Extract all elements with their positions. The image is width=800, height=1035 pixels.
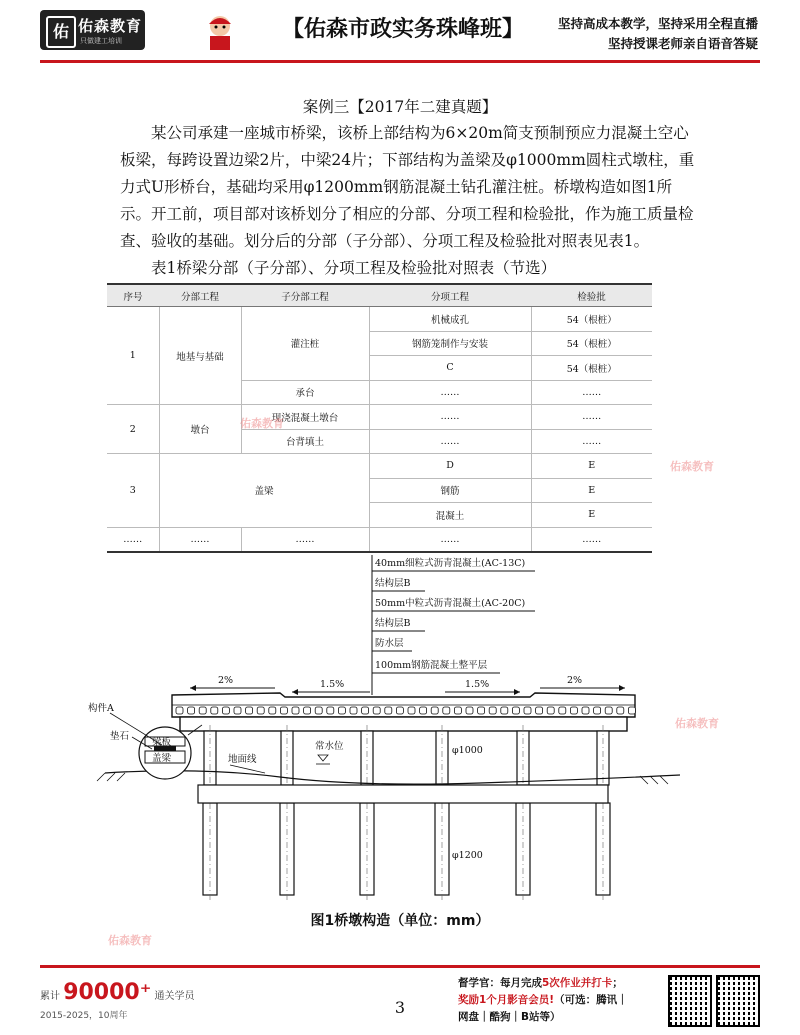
cell-item: C <box>369 356 531 381</box>
hollow-cell <box>188 707 195 714</box>
cell-division: 地基与基础 <box>159 307 241 405</box>
hollow-cell <box>222 707 229 714</box>
mascot-icon <box>200 12 240 52</box>
hollow-cell <box>536 707 543 714</box>
table-caption: 表1桥梁分部（子分部）、分项工程及检验批对照表（节选） <box>151 259 557 277</box>
hollow-cell <box>315 707 322 714</box>
bearing-pad-label: 垫石 <box>110 731 130 742</box>
hollow-cell <box>617 707 624 714</box>
hollow-cell <box>489 707 496 714</box>
hollow-cell <box>454 707 461 714</box>
column-diameter-label: φ1000 <box>452 745 483 756</box>
detail-beam-label: 梁板 <box>152 737 172 748</box>
hollow-cell <box>176 707 183 714</box>
ground-line-label: 地面线 <box>228 754 257 765</box>
cell-item: 钢筋笼制作与安装 <box>369 331 531 356</box>
footer-count-suffix: 通关学员 <box>154 991 195 1002</box>
promo-text: 督学官：每月完成 <box>458 977 542 989</box>
slope-label-left: 2% <box>218 675 234 686</box>
hollow-cell <box>582 707 589 714</box>
header-slogan-1: 坚持高成本教学，坚持采用全程直播 <box>557 16 758 31</box>
hollow-cell <box>385 707 392 714</box>
cell-division: 盖梁 <box>159 454 369 528</box>
promo-text: 网盘｜酷狗｜B站等） <box>458 1011 561 1023</box>
cell-batch: E <box>531 503 652 528</box>
cell-batch: …… <box>531 429 652 454</box>
watermark: 佑森教育 <box>240 417 284 430</box>
layer-label-5: 防水层 <box>375 638 404 649</box>
hollow-cell <box>501 707 508 714</box>
paragraph-2: 开工前，项目部对该桥划分了相应的分部、分项工程和检验批，作为施工质量检查、验收的基础。划分后的分部（子分部）、分项工程及检验批对照表见表1。 <box>120 205 694 250</box>
watermark: 佑森教育 <box>675 717 719 730</box>
hollow-cell <box>420 707 427 714</box>
tie-beam <box>198 785 608 803</box>
hollow-cell <box>605 707 612 714</box>
hollow-cell <box>478 707 485 714</box>
hollow-cell <box>443 707 450 714</box>
hollow-cell <box>350 707 357 714</box>
hollow-cell <box>466 707 473 714</box>
cell-subdivision: 现浇混凝土墩台 <box>241 405 369 430</box>
pile-diameter-label: φ1200 <box>452 850 483 861</box>
hollow-cell <box>304 707 311 714</box>
slope-markers <box>190 675 625 695</box>
cell-subdivision: 台背填土 <box>241 429 369 454</box>
cell-seq: 2 <box>107 405 159 454</box>
layer-label-3: 50mm中粒式沥青混凝土(AC-20C) <box>375 598 526 609</box>
hollow-cell <box>547 707 554 714</box>
hollow-cell <box>431 707 438 714</box>
cell-batch: E <box>531 454 652 479</box>
hollow-cell <box>246 707 253 714</box>
hollow-cell <box>396 707 403 714</box>
hollow-cell <box>594 707 601 714</box>
cell-item: 混凝土 <box>369 503 531 528</box>
cell-item: …… <box>369 527 531 552</box>
footer-promo <box>458 975 668 1026</box>
cell-seq: 3 <box>107 454 159 528</box>
promo-text: ； <box>612 977 623 989</box>
header-seq: 序号 <box>107 284 159 307</box>
cell-subdivision: 灌注桩 <box>241 307 369 381</box>
hollow-cell <box>570 707 577 714</box>
header-item: 分项工程 <box>369 284 531 307</box>
cell-batch: 54（根桩） <box>531 331 652 356</box>
cell-division: …… <box>159 527 241 552</box>
ground-line <box>105 771 680 784</box>
cell-batch: E <box>531 478 652 503</box>
footer-count: 90000⁺ <box>63 980 152 1005</box>
promo-highlight: 奖励1个月影音会员! <box>458 994 555 1006</box>
header-batch: 检验批 <box>531 284 652 307</box>
hollow-cell <box>559 707 566 714</box>
cell-batch: …… <box>531 405 652 430</box>
hollow-cell <box>327 707 334 714</box>
layer-label-4: 结构层B <box>375 618 411 629</box>
watermark: 佑森教育 <box>108 934 152 947</box>
water-level-label: 常水位 <box>315 741 344 752</box>
cell-seq: …… <box>107 527 159 552</box>
cell-item: 钢筋 <box>369 478 531 503</box>
cell-seq: 1 <box>107 307 159 405</box>
cell-subdivision: …… <box>241 527 369 552</box>
promo-highlight: 5次作业并打卡 <box>542 977 613 989</box>
logo-subtitle: 只做建工培训 <box>80 37 122 45</box>
cap-beam <box>180 717 627 731</box>
cell-item: …… <box>369 429 531 454</box>
cell-subdivision: 承台 <box>241 380 369 405</box>
cell-item: 机械成孔 <box>369 307 531 332</box>
water-level-icon <box>318 755 328 761</box>
header-subdivision: 子分部工程 <box>241 284 369 307</box>
cell-item: …… <box>369 405 531 430</box>
footer-divider <box>40 965 760 968</box>
hollow-cell <box>234 707 241 714</box>
cell-item: …… <box>369 380 531 405</box>
slope-label-mid-right: 1.5% <box>465 679 490 690</box>
hollow-cell <box>338 707 345 714</box>
cell-item: D <box>369 454 531 479</box>
layer-label-6: 100mm钢筋混凝土整平层 <box>375 660 488 671</box>
table-row <box>107 454 652 479</box>
piers <box>203 725 610 900</box>
header-divider <box>40 60 760 63</box>
footer-years: 2015-2025，10周年 <box>40 1011 128 1021</box>
slope-label-right: 2% <box>567 675 583 686</box>
layer-label-1: 40mm细粒式沥青混凝土(AC-13C) <box>375 558 526 569</box>
footer-count-prefix: 累计 <box>40 991 60 1002</box>
hollow-cell <box>257 707 264 714</box>
case-title: 案例三【2017年二建真题】 <box>302 98 498 116</box>
promo-text: （可选：腾讯｜ <box>554 994 628 1006</box>
pier-structure-figure <box>80 545 680 905</box>
header-slogan-2: 坚持授课老师亲自语音答疑 <box>607 36 758 51</box>
table-header-row <box>107 284 652 307</box>
logo-name: 佑森教育 <box>78 17 143 35</box>
hollow-cell <box>280 707 287 714</box>
slope-label-mid-left: 1.5% <box>320 679 345 690</box>
hollow-cell <box>269 707 276 714</box>
watermark: 佑森教育 <box>670 460 714 473</box>
header-division: 分部工程 <box>159 284 241 307</box>
cell-batch: …… <box>531 527 652 552</box>
cell-batch: 54（根桩） <box>531 307 652 332</box>
table-row <box>107 405 652 430</box>
header-title: 【佑森市政实务珠峰班】 <box>282 17 525 42</box>
hollow-cell <box>211 707 218 714</box>
layer-label-2: 结构层B <box>375 578 411 589</box>
page-number: 3 <box>394 998 406 1017</box>
detail-capbeam-label: 盖梁 <box>152 753 172 764</box>
cell-division: 墩台 <box>159 405 241 454</box>
qr-code-icon[interactable] <box>716 975 760 1027</box>
hollow-cell <box>199 707 206 714</box>
layer-callouts <box>372 557 535 673</box>
member-a-label: 构件A <box>88 703 114 714</box>
cell-batch: …… <box>531 380 652 405</box>
hollow-cell <box>524 707 531 714</box>
inspection-table <box>107 283 652 553</box>
hollow-cell <box>292 707 299 714</box>
hollow-cell <box>628 707 635 714</box>
hollow-cell <box>408 707 415 714</box>
hollow-cell <box>373 707 380 714</box>
figure-caption: 图1桥墩构造（单位：mm） <box>310 913 490 929</box>
hollow-cell <box>362 707 369 714</box>
table-row <box>107 307 652 332</box>
hollow-cell <box>512 707 519 714</box>
logo-icon: 佑 <box>46 16 76 48</box>
paragraph-1: 某公司承建一座城市桥梁，该桥上部结构为6×20m简支预制预应力混凝土空心板梁，每跨设置边梁2片，中梁24片；下部结构为盖梁及φ1000mm圆柱式墩柱，重力式U形桥台，基础均采用φ1200mm钢筋混凝土钻孔灌注桩。桥墩构造如图1所示。 <box>120 124 695 223</box>
brand-logo <box>40 10 145 50</box>
qr-code-icon[interactable] <box>668 975 712 1027</box>
cell-batch: 54（根桩） <box>531 356 652 381</box>
